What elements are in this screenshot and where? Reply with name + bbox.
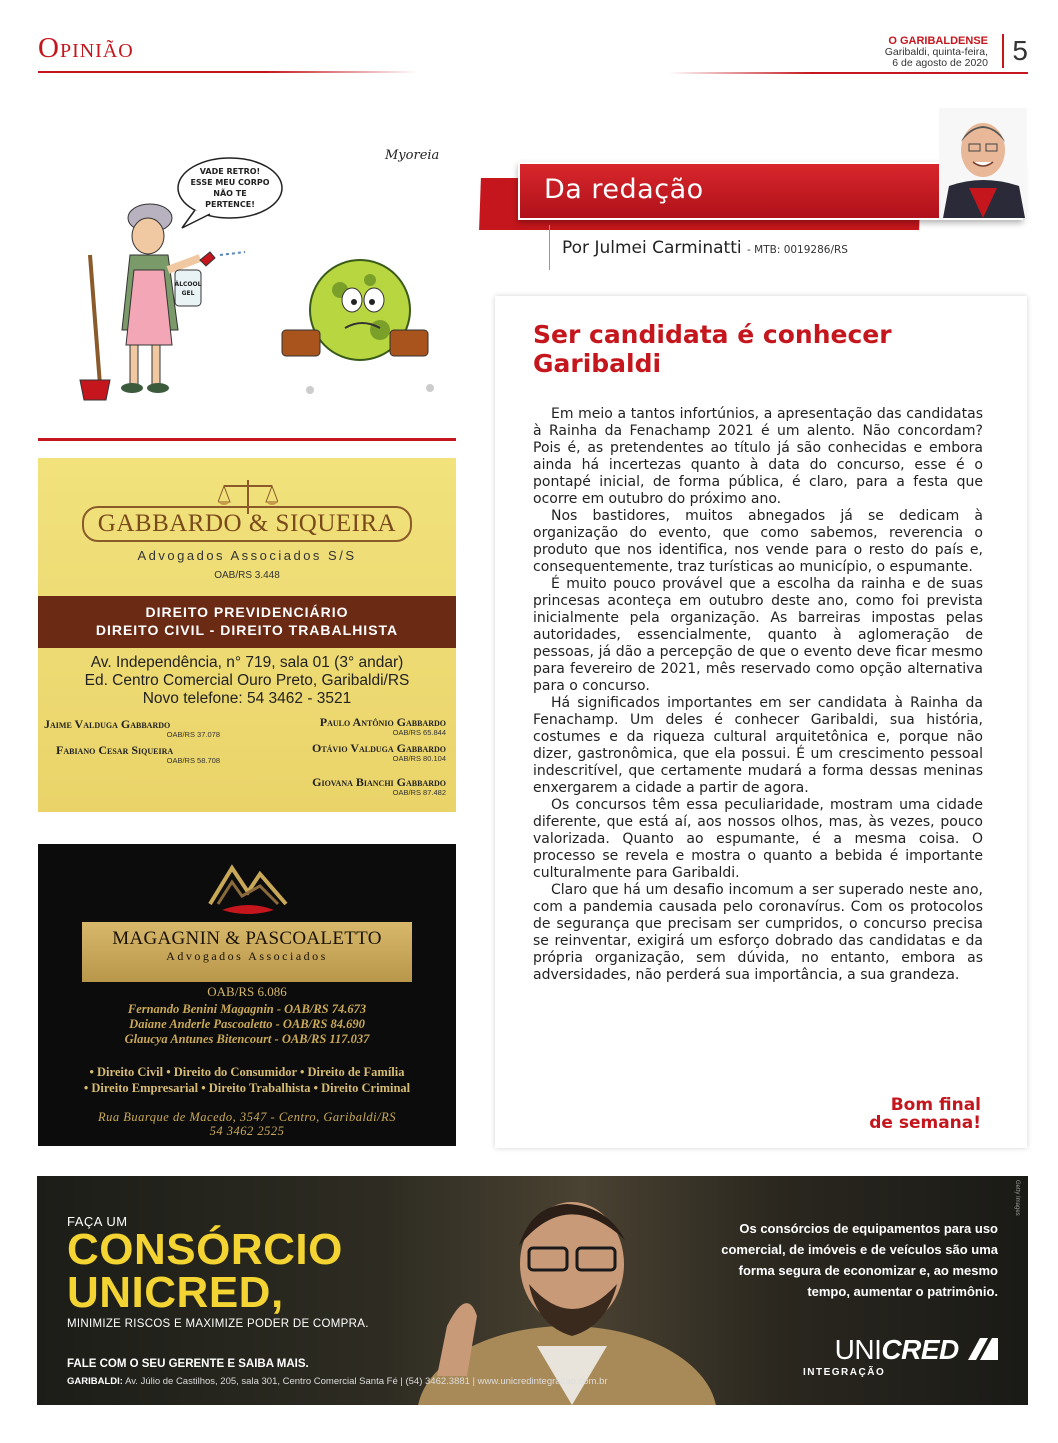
ad-gabbardo-oab: OAB/RS 3.448 [214, 570, 280, 581]
bubble-line-2: ESSE MEU CORPO [190, 178, 270, 187]
lawyer-name: Giovana Bianchi Gabbardo [312, 775, 446, 789]
ad-gabbardo-assoc: Advogados Associados S/S [137, 548, 357, 563]
headline-line-2: Garibaldi [533, 349, 662, 378]
bottle-label-1: ÁLCOOL [174, 281, 202, 288]
unicred-address-text: Av. Júlio de Castilhos, 205, sala 301, Centro Comercial Santa Fé | (54) 3462.3881 | www.unicredintegracao.com.br [125, 1376, 608, 1387]
unicred-cta: FALE COM O SEU GERENTE E SAIBA MAIS. [67, 1358, 309, 1370]
partner-2: Daiane Anderle Pascoaletto - OAB/RS 84.690 [129, 1017, 365, 1031]
paragraph-5: Os concursos têm essa peculiaridade, mostram uma cidade diferente, que está aí, aos nossos olhos, mas, às vezes, pouco valorizada. Quanto ao espumante, é a mesma coisa. O processo se revela e mostra o quanto a bebida é importante culturalmente para Garibaldi. [533, 797, 983, 881]
page-number: 5 [1002, 34, 1028, 68]
lawyer-oab: OAB/RS 87.482 [392, 788, 446, 797]
addr-line-1: Av. Independência, n° 719, sala 01 (3° andar) [90, 654, 404, 671]
woman-figure [80, 204, 245, 400]
cartoonist-signature: Myoreia [385, 148, 440, 163]
lawyer-oab: OAB/RS 58.708 [166, 756, 220, 765]
paragraph-2: Nos bastidores, muitos abnegados já se dedicam à organização do evento, que como sabemos, reverencia o produto que nos identifica, nos vende para o resto do país e, consequentemente, traz turísticas ao município, o espumante. [533, 508, 983, 575]
lawyer-2 [260, 716, 446, 737]
brand-cred: CRED [881, 1334, 959, 1365]
unicred-brand [835, 1334, 1000, 1366]
ad-magagnin[interactable] [38, 844, 456, 1146]
street-line: Rua Buarque de Macedo, 3547 - Centro, Garibaldi/RS [98, 1110, 396, 1124]
author-mtb: - MTB: 0019286/RS [747, 244, 848, 256]
partner-1: Fernando Benini Magagnin - OAB/RS 74.673 [127, 1002, 367, 1016]
ad-gabbardo-firm: GABBARDO & SIQUEIRA [82, 506, 412, 542]
left-divider [38, 438, 456, 441]
phone-line: 54 3462 2525 [209, 1124, 285, 1138]
bubble-line-1: VADE RETRO! [199, 167, 261, 176]
lawyer-oab: OAB/RS 37.078 [166, 730, 220, 739]
ad-gabbardo[interactable] [38, 458, 456, 812]
ad-gabbardo-band [38, 596, 456, 648]
section-rule [38, 71, 418, 73]
unicred-brand-sub: INTEGRAÇÃO [803, 1367, 886, 1378]
ad-magagnin-names [38, 1002, 456, 1047]
bubble-line-3: NÃO TE [213, 189, 247, 198]
article-headline [533, 320, 993, 378]
masthead [885, 36, 988, 69]
edition-date-2: 6 de agosto de 2020 [892, 57, 988, 69]
bubble-line-4: PERTENCE! [205, 200, 255, 209]
paragraph-4: Há significados importantes em ser candidata à Rainha da Fenachamp. Um deles é conhecer Garibaldi, sua história, costumes e da riqueza cultural arquitetônica e, porque não dizer, gastronômica, que ela possui. É um crescimento pessoal indescritível, que certamente mudará a forma dessas meninas enxergarem a cidade a partir de agora. [533, 695, 983, 796]
partner-3: Glaucya Antunes Bitencourt - OAB/RS 117.037 [124, 1032, 370, 1046]
paragraph-6: Claro que há um desafio incomum a ser superado neste ano, com a pandemia causada pelo coronavírus. Com os protocolos de segurança que precisam ser cumpridos, o concurso precisa se reinventar, exigirá um esforço dobrado das candidatas e da própria organização, sem dúvida, no entanto, embora as adversidades, não perderá sua importância, a sua grandeza. [533, 882, 983, 983]
lawyer-name: Jaime Valduga Gabbardo [44, 717, 171, 731]
signoff-line-2: de semana! [869, 1113, 981, 1133]
lawyer-oab: OAB/RS 80.104 [392, 754, 446, 763]
unicred-title [67, 1225, 343, 1317]
ad-magagnin-assoc: Advogados Associados [166, 949, 328, 963]
cartoon-drawing [60, 140, 460, 415]
unicred-logo-icon [966, 1336, 1000, 1362]
unicred-subtitle: MINIMIZE RISCOS E MAXIMIZE PODER DE COMPRA. [67, 1318, 369, 1330]
ad-gabbardo-address [38, 654, 456, 708]
article-body [533, 406, 983, 984]
band-line-2: DIREITO CIVIL - DIREITO TRABALHISTA [95, 622, 399, 638]
title-line-2: UNICRED, [67, 1268, 284, 1317]
unicred-pitch: Os consórcios de equipamentos para uso comercial, de imóveis e de veículos são uma forma segura de economizar e, ao mesmo tempo, aumentar o patrimônio. [721, 1221, 998, 1299]
businessman-photo [407, 1176, 727, 1405]
photo-credit: Getty Images [1014, 1180, 1020, 1216]
lawyer-4 [248, 742, 446, 763]
unicred-city: GARIBALDI: [67, 1376, 123, 1387]
lawyer-oab: OAB/RS 65.844 [392, 728, 446, 737]
edition-date-1: Garibaldi, quinta-feira, [884, 46, 988, 58]
author-photo [939, 108, 1027, 218]
ad-unicred[interactable] [37, 1176, 1028, 1405]
mountain-logo-icon [208, 854, 288, 918]
article-card [495, 296, 1027, 1148]
ad-magagnin-areas [38, 1064, 456, 1096]
author-name: Por Julmei Carminatti [562, 238, 742, 258]
unicred-kicker: FAÇA UM [67, 1214, 128, 1229]
paper-name: O GARIBALDENSE [888, 35, 988, 47]
areas-line-2: • Direito Empresarial • Direito Trabalhista • Direito Criminal [83, 1081, 411, 1095]
band-line-1: DIREITO PREVIDENCIÁRIO [145, 604, 349, 620]
column-name: Da redação [544, 174, 704, 205]
ad-magagnin-firm: MAGAGNIN & PASCOALETTO [112, 928, 382, 949]
lawyer-1 [44, 718, 220, 739]
lawyer-3 [56, 744, 220, 765]
byline [562, 238, 848, 258]
lawyer-name: Paulo Antônio Gabbardo [319, 715, 446, 729]
lawyer-name: Fabiano Cesar Siqueira [56, 743, 174, 757]
section-title: Opinião [38, 32, 134, 64]
addr-line-3: Novo telefone: 54 3462 - 3521 [142, 690, 352, 707]
lawyer-5 [238, 776, 446, 797]
areas-line-1: • Direito Civil • Direito do Consumidor • Direito de Família [89, 1065, 405, 1079]
bottle-label-2: GEL [181, 290, 195, 297]
ad-magagnin-plate [82, 922, 412, 982]
signoff-line-1: Bom final [890, 1095, 981, 1115]
title-line-1: CONSÓRCIO [67, 1225, 343, 1274]
ad-magagnin-oab: OAB/RS 6.086 [207, 984, 287, 999]
paragraph-1: Em meio a tantos infortúnios, a apresentação das candidatas à Rainha da Fenachamp 2021 é um alento. Não concordam? Pois é, as pretendentes ao título já são conhecidas e embora ainda há incertezas quanto à data do concurso, esse é o pontapé inicial, de forma pública, é claro, para a festa que ocorre em outubro do próximo ano. [533, 406, 983, 507]
header-rule [668, 72, 1028, 74]
virus-figure [282, 260, 434, 394]
article-signoff [869, 1096, 981, 1132]
headline-line-1: Ser candidata é conhecer [533, 320, 892, 349]
brand-uni: UNI [834, 1334, 882, 1365]
ad-magagnin-street [38, 1110, 456, 1138]
addr-line-2: Ed. Centro Comercial Ouro Preto, Garibaldi/RS [84, 672, 410, 689]
paragraph-3: É muito pouco provável que a escolha da rainha e de suas princesas aconteça em outubro deste ano, como foi prevista inicialmente pela organização. As barreiras impostas pelas autoridades, essencialmente, quanto à aglomeração de pessoas, já dão a percepção de que o evento deve ficar mesmo para fevereiro de 2021, mês reservado como opção alternativa para o concurso. [533, 576, 983, 694]
cartoon [60, 140, 460, 415]
lawyer-name: Otávio Valduga Gabbardo [311, 741, 446, 755]
byline-rule [549, 225, 550, 270]
unicred-address [67, 1376, 608, 1387]
